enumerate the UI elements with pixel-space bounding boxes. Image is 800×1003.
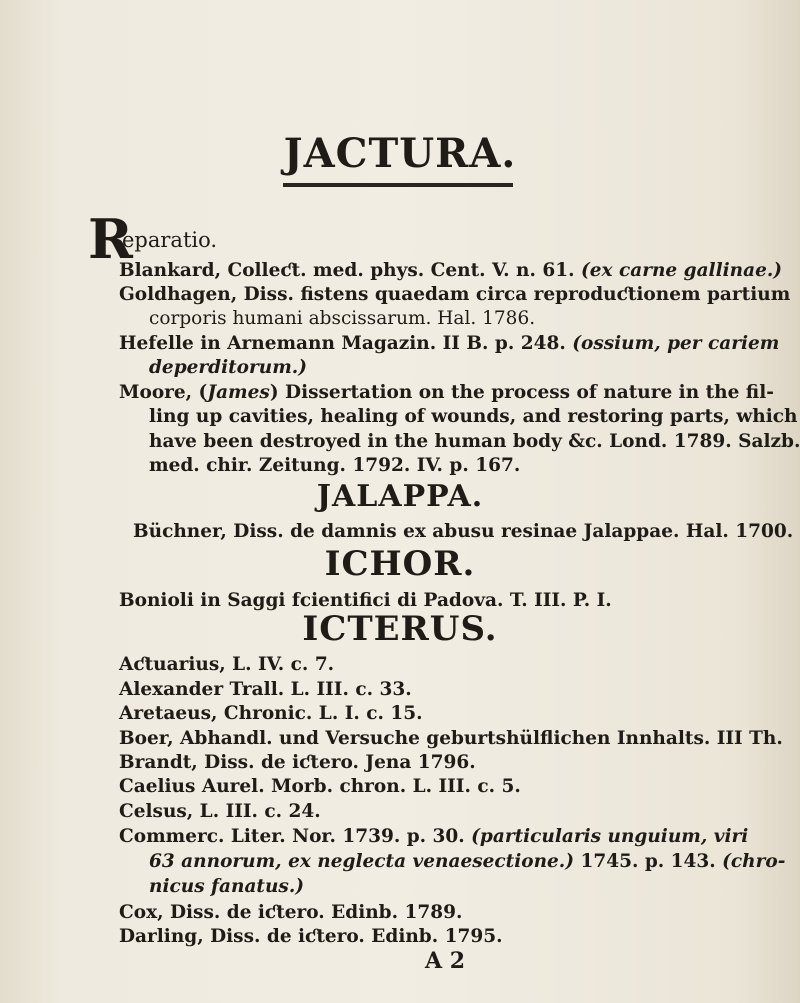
entry-line: nicus fanatus.) <box>149 876 305 897</box>
drop-cap: R <box>88 207 133 271</box>
signature-mark: A 2 <box>425 948 466 974</box>
entry-line: 63 annorum, ex neglecta venaesectione.) 1745. p. 143. (chro- <box>149 851 786 872</box>
entry-line: Cox, Diss. de iƈtero. Edinb. 1789. <box>119 902 463 923</box>
title-rule <box>283 183 513 187</box>
section-heading-icterus: ICTERUS. <box>302 609 498 649</box>
entry-line: Darling, Diss. de iƈtero. Edinb. 1795. <box>119 926 503 947</box>
entry-line: Blankard, Colleƈt. med. phys. Cent. V. n. 61. (ex carne gallinae.) <box>119 260 783 281</box>
section-heading-ichor: ICHOR. <box>324 544 476 584</box>
entry-line: have been destroyed in the human body &c. Lond. 1789. Salzb. <box>149 431 800 452</box>
entry-line: Commerc. Liter. Nor. 1739. p. 30. (particularis unguium, viri <box>119 826 749 847</box>
section-heading-reparatio: eparatio. <box>122 228 218 252</box>
entry-line: med. chir. Zeitung. 1792. IV. p. 167. <box>149 455 521 476</box>
entry-line: corporis humani abscissarum. Hal. 1786. <box>149 308 536 329</box>
entry-line: Celsus, L. III. c. 24. <box>119 801 321 822</box>
entry-line: Büchner, Diss. de damnis ex abusu resinae Jalappae. Hal. 1700. <box>133 521 794 542</box>
entry-line: ling up cavities, healing of wounds, and restoring parts, which <box>149 406 798 427</box>
entry-line: Bonioli in Saggi fcientifici di Padova. T. III. P. I. <box>119 590 612 611</box>
entry-line: Aƈtuarius, L. IV. c. 7. <box>119 654 335 675</box>
entry-line: Goldhagen, Diss. fistens quaedam circa reproduƈtionem partium <box>119 284 791 305</box>
entry-line: Brandt, Diss. de iƈtero. Jena 1796. <box>119 752 476 773</box>
page-title: JACTURA. <box>283 130 517 177</box>
section-heading-jalappa: JALAPPA. <box>316 479 484 514</box>
entry-line: Hefelle in Arnemann Magazin. II B. p. 248. (ossium, per cariem <box>119 333 780 354</box>
entry-line: Alexander Trall. L. III. c. 33. <box>119 679 412 700</box>
entry-line: Caelius Aurel. Morb. chron. L. III. c. 5. <box>119 776 521 797</box>
entry-line: Boer, Abhandl. und Versuche geburtshülflichen Innhalts. III Th. <box>119 728 783 749</box>
entry-line: Aretaeus, Chronic. L. I. c. 15. <box>119 703 423 724</box>
entry-line: Moore, (James) Dissertation on the process of nature in the fil- <box>119 382 774 403</box>
entry-line: deperditorum.) <box>149 357 307 378</box>
